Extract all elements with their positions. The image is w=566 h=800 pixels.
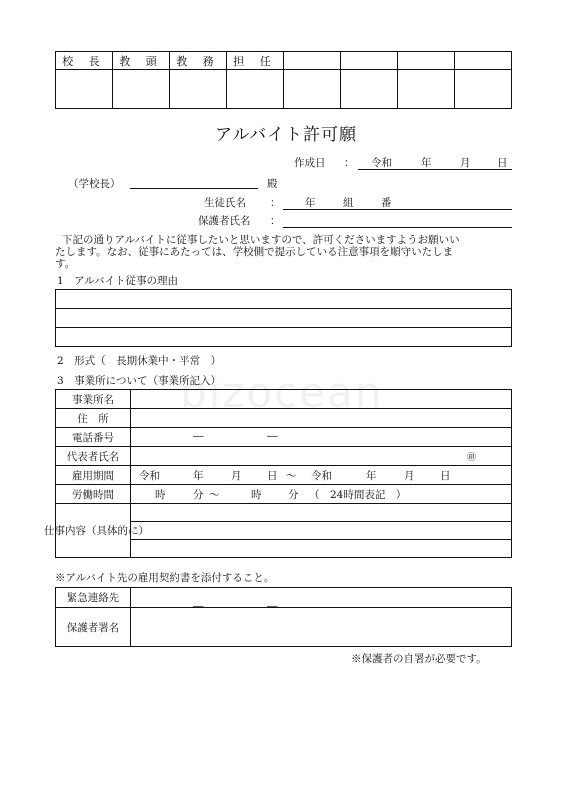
hours-start-minute: 分	[193, 489, 204, 501]
hours-end-hour: 時	[251, 489, 262, 501]
office-period-field[interactable]	[131, 466, 512, 485]
contract-note: ※アルバイト先の雇用契約書を添付すること。	[55, 572, 275, 584]
guardian-sign-field[interactable]	[131, 608, 512, 665]
created-era: 令和	[371, 157, 392, 169]
period-start-day: 日	[267, 470, 278, 482]
hours-note: （ 24時間表記 ）	[309, 489, 407, 501]
stamp-box[interactable]	[398, 70, 455, 109]
office-phone-field[interactable]	[131, 428, 512, 447]
period-end-year: 年	[366, 470, 377, 482]
stamp-box[interactable]	[227, 70, 284, 109]
office-table	[44, 389, 512, 558]
created-colon: ：	[344, 157, 355, 169]
reason-line[interactable]	[56, 328, 512, 347]
stamp-header-principal: 校 長	[56, 52, 113, 70]
created-month-unit: 月	[460, 157, 471, 169]
principal-name-line[interactable]	[130, 188, 258, 189]
office-content-line[interactable]	[131, 504, 512, 522]
hours-start-hour: 時	[155, 489, 166, 501]
intro-line-3: す。	[55, 258, 76, 270]
office-period-label: 雇用期間	[56, 466, 131, 485]
section-3-heading: 3 事業所について（事業所記入）	[57, 375, 221, 387]
stamp-box[interactable]	[170, 70, 227, 109]
reason-box	[55, 289, 512, 347]
stamp-header-homeroom: 担 任	[227, 52, 284, 70]
office-rep-label: 代表者氏名	[56, 447, 131, 466]
reason-line[interactable]	[56, 290, 512, 309]
hours-tilde: ～	[209, 489, 220, 501]
intro-line-1: 下記の通りアルバイトに従事したいと思いますので、許可くださいますようお願いい	[62, 234, 460, 246]
office-address-label: 住 所	[56, 409, 131, 428]
section-2-format: 2 形式（ 長期休業中・平常 ）	[57, 355, 222, 367]
section-1-heading: 1 アルバイト従事の理由	[57, 275, 179, 287]
phone-dash-1: ―	[193, 430, 204, 442]
reason-line[interactable]	[56, 309, 512, 328]
student-colon: ：	[270, 197, 281, 209]
emergency-table	[55, 587, 512, 665]
emergency-dash-2: ―	[267, 599, 278, 612]
stamp-box[interactable]	[341, 70, 398, 109]
created-year-unit: 年	[421, 157, 432, 169]
office-address-field[interactable]	[131, 409, 512, 428]
period-start-year: 年	[193, 470, 204, 482]
dono-label: 殿	[267, 178, 278, 190]
hours-end-minute: 分	[288, 489, 299, 501]
seal-mark: ㊞	[467, 453, 477, 463]
class-unit: 組	[343, 197, 354, 209]
office-content-line[interactable]	[131, 540, 512, 558]
guardian-name-line[interactable]	[283, 227, 512, 228]
stamp-box[interactable]	[56, 70, 113, 109]
guardian-colon: ：	[270, 215, 281, 227]
office-hours-label: 労働時間	[56, 485, 131, 504]
period-end-era: 令和	[311, 470, 332, 482]
emergency-label: 緊急連絡先	[56, 588, 131, 608]
office-name-field[interactable]	[131, 390, 512, 409]
student-name-label: 生徒氏名	[204, 197, 246, 209]
approval-stamp-grid	[55, 51, 512, 109]
stamp-header-blank	[398, 52, 455, 70]
stamp-header-academic: 教 務	[170, 52, 227, 70]
sign-note: ※保護者の自署が必要です。	[351, 653, 487, 665]
number-unit: 番	[381, 197, 392, 209]
stamp-box[interactable]	[284, 70, 341, 109]
guardian-name-label: 保護者氏名	[198, 215, 251, 227]
grade-unit: 年	[305, 197, 316, 209]
stamp-box[interactable]	[455, 70, 512, 109]
office-content-label: 仕事内容（具体的に）	[56, 504, 131, 558]
office-name-label: 事業所名	[56, 390, 131, 409]
period-tilde: ～	[286, 470, 297, 482]
page-title: アルバイト許可願	[215, 125, 358, 145]
office-hours-field[interactable]	[131, 485, 512, 504]
period-start-month: 月	[231, 470, 242, 482]
period-end-month: 月	[404, 470, 415, 482]
principal-label: （学校長）	[68, 178, 121, 190]
stamp-header-vice-principal: 教 頭	[113, 52, 170, 70]
created-label: 作成日	[294, 157, 326, 169]
office-content-line[interactable]	[131, 522, 512, 540]
created-day-unit: 日	[497, 157, 508, 169]
stamp-header-blank	[455, 52, 512, 70]
stamp-header-blank	[341, 52, 398, 70]
watermark: bizocean	[180, 368, 384, 417]
emergency-field[interactable]	[131, 588, 512, 612]
office-rep-field[interactable]	[131, 447, 512, 466]
emergency-dash-1: ―	[193, 599, 204, 612]
created-date-line	[358, 169, 512, 170]
guardian-sign-label: 保護者署名	[56, 608, 131, 647]
intro-line-2: たします。なお、従事にあたっては、学校側で提示している注意事項を順守いたしま	[55, 246, 454, 258]
phone-dash-2: ―	[267, 430, 278, 442]
student-name-line[interactable]	[283, 209, 512, 210]
stamp-header-blank	[284, 52, 341, 70]
office-phone-label: 電話番号	[56, 428, 131, 447]
stamp-box[interactable]	[113, 70, 170, 109]
period-start-era: 令和	[139, 470, 160, 482]
period-end-day: 日	[440, 470, 451, 482]
